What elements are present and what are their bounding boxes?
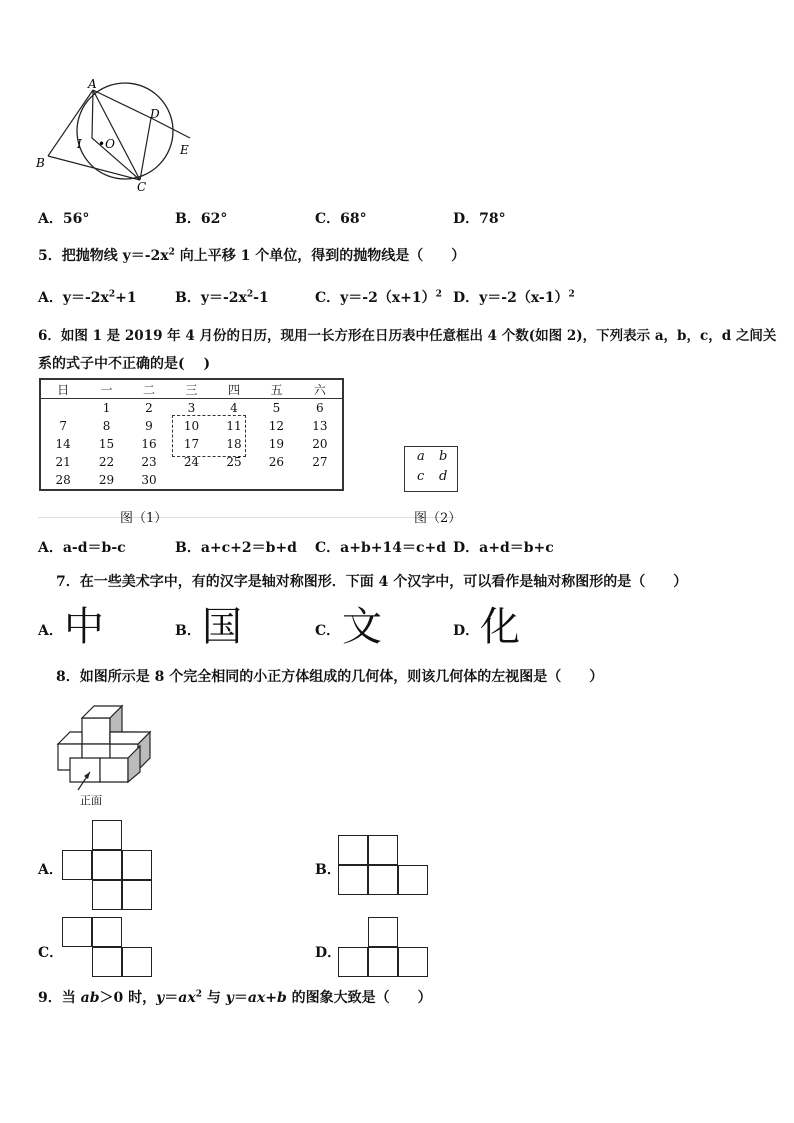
- calendar-cell: 17: [183, 437, 200, 451]
- calendar-cell: [298, 471, 343, 490]
- calendar-cell: 25: [226, 455, 242, 469]
- q7-option-c-char[interactable]: 文: [342, 604, 382, 650]
- calendar-cell: 18: [226, 437, 242, 451]
- fig2-c: c: [417, 469, 425, 484]
- calendar-cell: 6: [316, 401, 324, 415]
- calendar-cell: 15: [98, 437, 115, 451]
- q4-option-a[interactable]: A．56°: [38, 211, 90, 227]
- calendar-header: 四: [213, 379, 255, 399]
- q8-option-b[interactable]: B．: [315, 862, 341, 878]
- fig2-d: d: [439, 469, 448, 484]
- calendar-cell: 11: [226, 419, 242, 433]
- calendar-cell: 19: [268, 437, 285, 451]
- q7-option-d-char[interactable]: 化: [480, 604, 520, 650]
- calendar-cell: 28: [55, 473, 71, 487]
- q8-option-d-view[interactable]: [338, 917, 428, 977]
- calendar-header: 二: [128, 379, 170, 399]
- calendar-selection-box: [172, 415, 246, 457]
- calendar-cell: 10: [183, 419, 200, 433]
- calendar-header: 五: [255, 379, 297, 399]
- calendar-cell: 1: [102, 401, 111, 415]
- calendar-cell: 23: [141, 455, 157, 469]
- calendar-row: [40, 471, 343, 490]
- q8-option-d[interactable]: D．: [315, 945, 342, 961]
- calendar-cell: 3: [187, 401, 196, 415]
- calendar-cell: [40, 399, 85, 418]
- calendar-cell: 20: [312, 437, 328, 451]
- q8-stem: 8．如图所示是 8 个完全相同的小正方体组成的几何体，则该几何体的左视图是（ ）: [56, 669, 604, 685]
- calendar-cell: 26: [268, 455, 285, 469]
- calendar-header: 三: [170, 379, 212, 399]
- calendar-cell: [255, 471, 297, 490]
- q6-stem-line1: 6．如图 1 是 2019 年 4 月份的日历，现用一长方形在日历表中任意框出 4 个数(如图 2)，下列表示 a，b，c，d 之间关: [38, 328, 777, 344]
- label-C: C: [137, 180, 147, 194]
- q7-option-c-label[interactable]: C．: [315, 623, 341, 639]
- q8-option-c-view[interactable]: [62, 917, 152, 977]
- calendar-cell: 8: [102, 419, 111, 433]
- q5-option-d[interactable]: D．$y=-2(x-1)^2$: [453, 289, 575, 306]
- calendar-cell: 9: [145, 419, 153, 433]
- calendar-header: 六: [298, 379, 343, 399]
- fig2-b: b: [439, 449, 448, 464]
- fig2-box: [404, 446, 458, 492]
- q9-stem: 9．当 ab＞0 时，$y=ax^2$ 与 y＝ax+b 的图象大致是（ ）: [38, 989, 432, 1006]
- calendar-cell: 12: [268, 419, 285, 433]
- front-view-label: 正面: [80, 794, 102, 807]
- calendar-cell: 22: [98, 455, 115, 469]
- q7-option-a-char[interactable]: 中: [64, 604, 104, 650]
- calendar-cell: 27: [312, 455, 328, 469]
- q6-option-c[interactable]: C．a+b+14＝c+d: [315, 540, 446, 556]
- q6-stem-line2: 系的式子中不正确的是( ): [38, 356, 211, 372]
- q7-option-b-label[interactable]: B．: [175, 623, 201, 639]
- label-O: •O: [98, 137, 115, 151]
- q8-option-a-view[interactable]: [62, 820, 152, 910]
- calendar-cell: 5: [272, 401, 281, 415]
- q7-option-d-label[interactable]: D．: [453, 623, 480, 639]
- label-E: E: [180, 143, 189, 157]
- q6-option-d[interactable]: D．a+d＝b+c: [453, 540, 554, 556]
- q8-option-a[interactable]: A．: [38, 862, 63, 878]
- fig1-caption: 图（1）: [120, 511, 168, 526]
- label-I: I: [77, 137, 82, 151]
- q5-stem: 5．把抛物线 $y=-2x^2$ 向上平移 1 个单位，得到的抛物线是（ ）: [38, 247, 466, 264]
- label-A: A: [88, 77, 97, 91]
- cube-solid-figure: [52, 692, 156, 808]
- calendar-header-row: [40, 379, 343, 399]
- calendar-header: 日: [40, 379, 85, 399]
- q4-circle-figure: [30, 76, 200, 196]
- calendar-cell: 21: [55, 455, 71, 469]
- q6-option-b[interactable]: B．a+c+2＝b+d: [175, 540, 297, 556]
- q8-option-b-view[interactable]: [338, 835, 428, 895]
- q4-option-d[interactable]: D．78°: [453, 211, 506, 227]
- q7-option-a-label[interactable]: A．: [38, 623, 63, 639]
- fig2-a: a: [417, 449, 425, 464]
- calendar-cell: [170, 471, 212, 490]
- q8-option-c[interactable]: C．: [38, 945, 64, 961]
- fig-caption-rule: [38, 517, 456, 518]
- q5-option-c[interactable]: C．$y=-2(x+1)^2$: [315, 289, 442, 306]
- q7-stem: 7．在一些美术字中，有的汉字是轴对称图形．下面 4 个汉字中，可以看作是轴对称图形的是（ ）: [56, 574, 688, 590]
- fig2-caption: 图（2）: [414, 511, 462, 526]
- calendar-cell: 13: [312, 419, 328, 433]
- label-B: B: [36, 156, 45, 170]
- q5-option-a[interactable]: A．$y=-2x^2+1$: [38, 289, 137, 306]
- calendar-cell: 7: [59, 419, 67, 433]
- calendar-cell: 30: [141, 473, 157, 487]
- calendar-cell: 16: [141, 437, 157, 451]
- calendar-cell: [213, 471, 255, 490]
- q6-option-a[interactable]: A．a-d＝b-c: [38, 540, 126, 556]
- q4-option-b[interactable]: B．62°: [175, 211, 228, 227]
- calendar-cell: 29: [98, 473, 115, 487]
- calendar-cell: 2: [145, 401, 153, 415]
- q5-option-b[interactable]: B．$y=-2x^2-1$: [175, 289, 269, 306]
- calendar-cell: 14: [55, 437, 71, 451]
- label-D: D: [150, 107, 160, 121]
- q7-option-b-char[interactable]: 国: [202, 604, 242, 650]
- calendar-cell: 4: [230, 401, 238, 415]
- calendar-cell: 24: [183, 455, 200, 469]
- q4-option-c[interactable]: C．68°: [315, 211, 367, 227]
- calendar-header: 一: [85, 379, 127, 399]
